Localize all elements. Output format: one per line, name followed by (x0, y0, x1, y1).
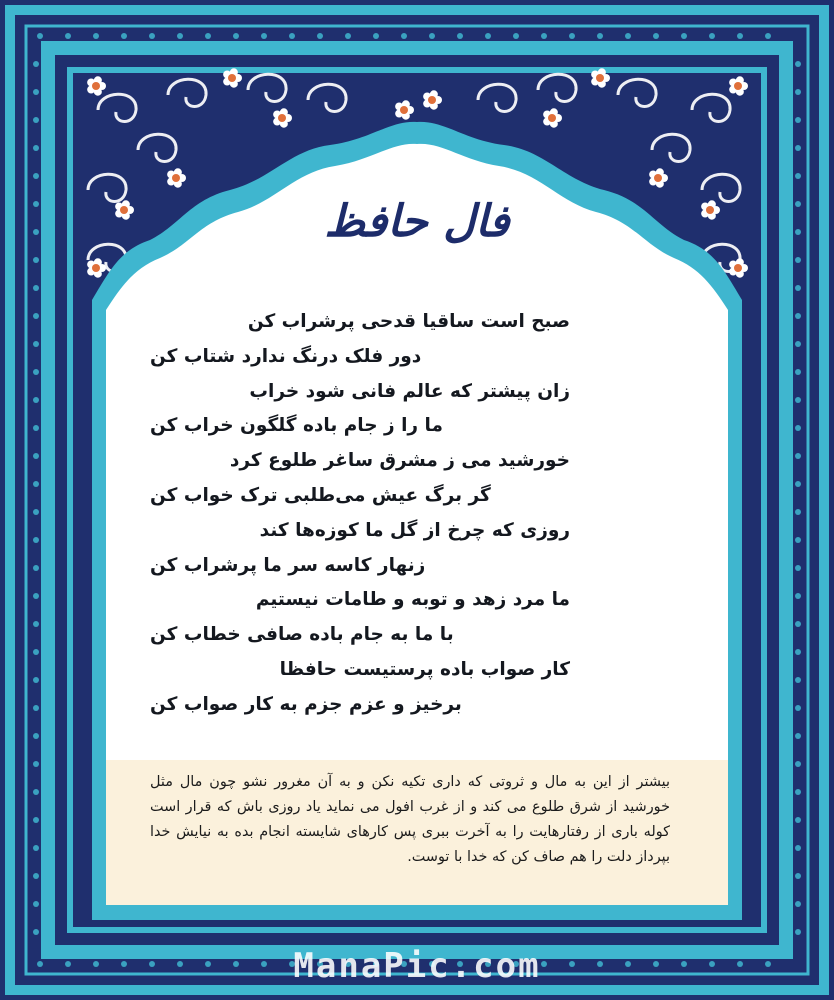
border-ornament-dot (33, 649, 39, 655)
verse-line: با ما به جام باده صافی خطاب کن (150, 624, 454, 646)
verse-line: ما مرد زهد و توبه و طامات نیستیم (255, 589, 570, 611)
border-ornament-dot (401, 33, 407, 39)
border-ornament-dot (33, 873, 39, 879)
border-ornament-dot (149, 33, 155, 39)
poem (150, 305, 570, 723)
verse-line: زان پیشتر که عالم فانی شود خراب (249, 380, 570, 402)
border-ornament-dot (795, 61, 801, 67)
border-ornament-dot (795, 117, 801, 123)
border-ornament-dot (33, 397, 39, 403)
border-ornament-dot (795, 509, 801, 515)
border-ornament-dot (795, 89, 801, 95)
border-ornament-dot (795, 705, 801, 711)
border-ornament-dot (345, 33, 351, 39)
verse-line: زنهار کاسه سر ما پرشراب کن (150, 554, 426, 576)
verse-line: روزی که چرخ از گل ما کوزه‌ها کند (259, 519, 570, 541)
verse-line: صبح است ساقیا قدحی پرشراب کن (247, 311, 570, 332)
border-ornament-dot (233, 33, 239, 39)
border-ornament-dot (33, 817, 39, 823)
border-ornament-dot (373, 33, 379, 39)
verse-line: برخیز و عزم جزم به کار صواب کن (150, 693, 462, 715)
border-ornament-dot (795, 565, 801, 571)
border-ornament-dot (795, 873, 801, 879)
verse-line: خورشید می ز مشرق ساغر طلوع کرد (229, 450, 570, 472)
border-ornament-dot (33, 677, 39, 683)
border-ornament-dot (33, 733, 39, 739)
border-ornament-dot (795, 341, 801, 347)
border-ornament-dot (33, 285, 39, 291)
border-ornament-dot (625, 33, 631, 39)
border-ornament-dot (513, 33, 519, 39)
border-ornament-dot (33, 257, 39, 263)
border-ornament-dot (457, 33, 463, 39)
border-ornament-dot (795, 369, 801, 375)
border-ornament-dot (33, 313, 39, 319)
watermark: ManaPic.com (293, 946, 541, 986)
border-ornament-dot (33, 593, 39, 599)
border-ornament-dot (795, 481, 801, 487)
border-ornament-dot (795, 901, 801, 907)
border-ornament-dot (261, 33, 267, 39)
border-ornament-dot (33, 621, 39, 627)
border-ornament-dot (737, 33, 743, 39)
border-ornament-dot (33, 901, 39, 907)
border-ornament-dot (795, 285, 801, 291)
verse-line: ما را ز جام باده گلگون خراب کن (150, 415, 443, 437)
border-ornament-dot (33, 173, 39, 179)
border-ornament-dot (205, 33, 211, 39)
border-ornament-dot (681, 33, 687, 39)
border-ornament-dot (795, 425, 801, 431)
border-ornament-dot (485, 33, 491, 39)
border-ornament-dot (795, 761, 801, 767)
border-ornament-dot (795, 145, 801, 151)
border-ornament-dot (289, 33, 295, 39)
verse-line: دور فلک درنگ ندارد شتاب کن (150, 345, 422, 367)
border-ornament-dot (795, 313, 801, 319)
verse-line: گر برگ عیش می‌طلبی ترک خواب کن (150, 484, 491, 506)
verse-line: کار صواب باده پرستیست حافظا (279, 658, 570, 680)
border-ornament-dot (765, 33, 771, 39)
border-ornament-dot (33, 341, 39, 347)
interpretation-text: بیشتر از این به مال و ثروتی که داری تکیه نکن و به آن مغرور نشو چون مال مثل خورشید از شرق طلوع می کند و از غرب افول می نماید یاد روزی باش که قرار است کوله باری از رفتارهایت را به آخرت ببری پس کارهای شایسته انجام بده به نیایش خدا بپرداز دلت را هم صاف کن که خدا با توست. (150, 774, 670, 865)
border-ornament-dot (709, 33, 715, 39)
border-ornament-dot (33, 761, 39, 767)
border-ornament-dot (795, 621, 801, 627)
border-ornament-dot (93, 33, 99, 39)
border-ornament-dot (33, 425, 39, 431)
border-ornament-dot (33, 89, 39, 95)
border-ornament-dot (795, 929, 801, 935)
border-ornament-dot (33, 565, 39, 571)
border-ornament-dot (795, 677, 801, 683)
border-ornament-dot (33, 481, 39, 487)
border-ornament-dot (795, 845, 801, 851)
border-ornament-dot (795, 593, 801, 599)
border-ornament-dot (33, 145, 39, 151)
border-ornament-dot (795, 173, 801, 179)
border-ornament-dot (33, 537, 39, 543)
border-ornament-dot (317, 33, 323, 39)
border-ornament-dot (795, 257, 801, 263)
border-ornament-dot (33, 705, 39, 711)
border-ornament-dot (795, 649, 801, 655)
border-ornament-dot (33, 453, 39, 459)
border-ornament-dot (37, 33, 43, 39)
border-ornament-dot (541, 33, 547, 39)
border-ornament-dot (33, 117, 39, 123)
border-ornament-dot (33, 61, 39, 67)
border-ornament-dot (33, 789, 39, 795)
border-ornament-dot (33, 509, 39, 515)
border-ornament-dot (121, 33, 127, 39)
border-ornament-dot (597, 33, 603, 39)
border-ornament-dot (795, 397, 801, 403)
border-ornament-dot (33, 845, 39, 851)
border-ornament-dot (795, 733, 801, 739)
border-ornament-dot (795, 789, 801, 795)
border-ornament-dot (33, 369, 39, 375)
border-ornament-dot (177, 33, 183, 39)
border-ornament-dot (33, 929, 39, 935)
border-ornament-dot (429, 33, 435, 39)
border-ornament-dot (795, 453, 801, 459)
border-ornament-dot (795, 537, 801, 543)
border-ornament-dot (795, 817, 801, 823)
page-title: فال حافظ (324, 196, 510, 247)
border-ornament-dot (65, 33, 71, 39)
border-ornament-dot (569, 33, 575, 39)
border-ornament-dot (653, 33, 659, 39)
